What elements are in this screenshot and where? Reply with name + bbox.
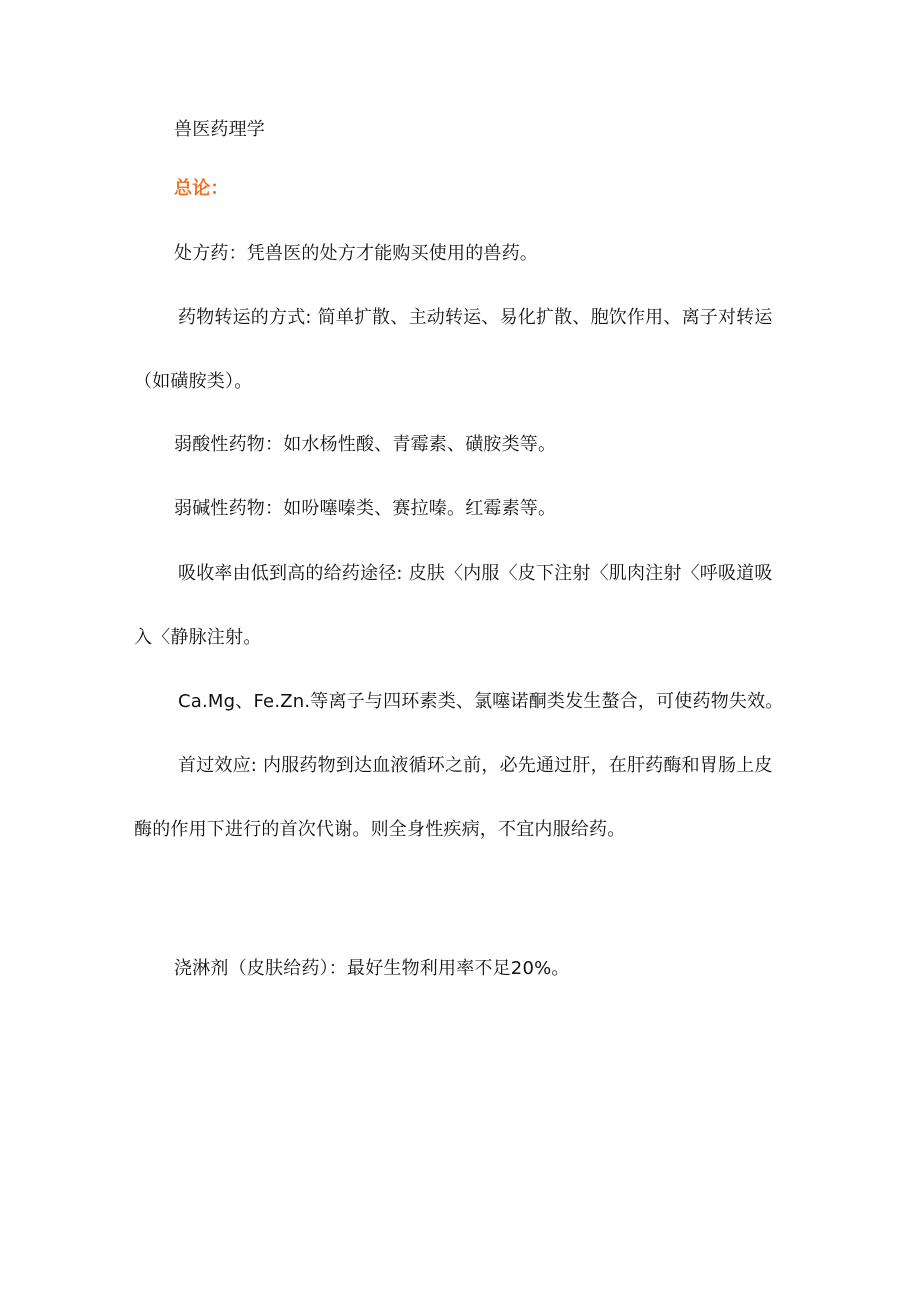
paragraph-absorption-routes-line-1: 吸收率由低到高的给药途径: 皮肤〈内服〈皮下注射〈肌肉注射〈呼吸道吸 — [178, 563, 773, 584]
document-title: 兽医药理学 — [174, 119, 265, 140]
section-heading: 总论： — [174, 178, 229, 199]
paragraph-pour-on: 浇淋剂（皮肤给药）：最好生物利用率不足20%。 — [174, 958, 570, 979]
paragraph-drug-transport-line-2: （如磺胺类）。 — [134, 371, 253, 392]
paragraph-prescription-drug: 处方药：凭兽医的处方才能购买使用的兽药。 — [174, 243, 538, 264]
paragraph-first-pass-effect-line-2: 酶的作用下进行的首次代谢。则全身性疾病，不宜内服给药。 — [134, 819, 626, 840]
paragraph-drug-transport-line-1: 药物转运的方式: 简单扩散、主动转运、易化扩散、胞饮作用、离子对转运 — [178, 307, 773, 328]
paragraph-weak-acid-drugs: 弱酸性药物：如水杨性酸、青霉素、磺胺类等。 — [174, 434, 557, 455]
paragraph-first-pass-effect-line-1: 首过效应: 内服药物到达血液循环之前，必先通过肝，在肝药酶和胃肠上皮 — [178, 755, 773, 776]
paragraph-weak-base-drugs: 弱碱性药物：如吩噻嗪类、赛拉嗪。红霉素等。 — [174, 498, 557, 519]
paragraph-chelation: Ca.Mg、Fe.Zn.等离子与四环素类、氯噻诺酮类发生螯合，可使药物失效。 — [178, 691, 784, 712]
paragraph-absorption-routes-line-2: 入〈静脉注射。 — [134, 627, 262, 648]
